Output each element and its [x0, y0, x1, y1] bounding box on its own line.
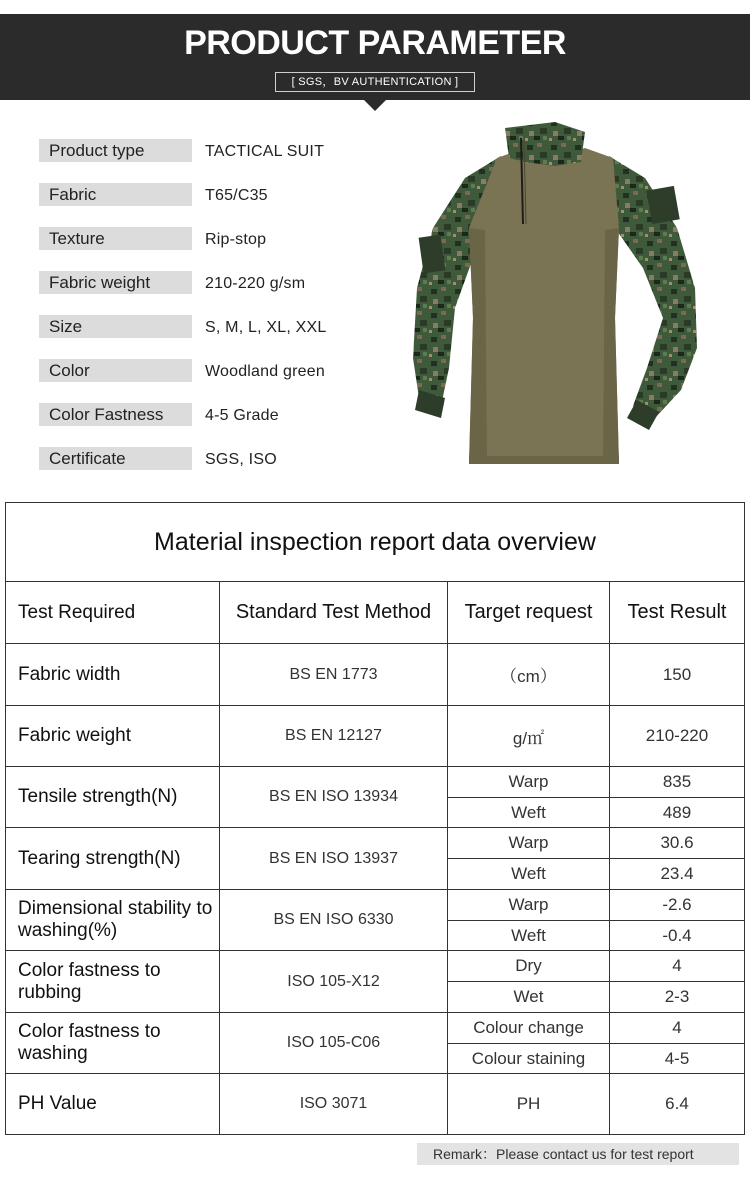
param-label: Size — [39, 315, 192, 338]
target-request: Weft — [448, 798, 610, 828]
test-method: ISO 105-C06 — [220, 1013, 448, 1074]
test-method: ISO 3071 — [220, 1074, 448, 1134]
test-method: BS EN ISO 13934 — [220, 767, 448, 828]
test-result: 150 — [610, 644, 744, 706]
param-value: Woodland green — [205, 363, 325, 380]
test-result: 4-5 — [610, 1044, 744, 1074]
table-row-label: Fabric width — [6, 644, 220, 706]
test-result: 489 — [610, 798, 744, 828]
column-header: Standard Test Method — [220, 582, 448, 644]
target-request: Weft — [448, 859, 610, 890]
table-row-label: Tearing strength(N) — [6, 828, 220, 890]
test-result: -2.6 — [610, 890, 744, 921]
test-result: 6.4 — [665, 1094, 689, 1113]
param-label: Color Fastness — [39, 403, 192, 426]
param-label: Certificate — [39, 447, 192, 470]
param-value: 210-220 g/sm — [205, 275, 306, 292]
param-label: Fabric — [39, 183, 192, 206]
target-request: Dry — [448, 951, 610, 982]
header-banner — [0, 14, 750, 100]
param-value: TACTICAL SUIT — [205, 143, 325, 160]
column-header: Test Required — [6, 582, 220, 644]
param-row — [39, 447, 369, 471]
target-request: Warp — [448, 828, 610, 859]
param-row — [39, 139, 369, 163]
test-method: BS EN 12127 — [220, 706, 448, 767]
param-label: Texture — [39, 227, 192, 250]
target-request: Colour staining — [448, 1044, 610, 1074]
param-value: SGS, ISO — [205, 451, 277, 468]
target-request: Warp — [448, 767, 610, 798]
test-result: 210-220 — [610, 706, 744, 767]
param-row — [39, 403, 369, 427]
param-value: Rip-stop — [205, 231, 267, 248]
test-result: 23.4 — [610, 859, 744, 890]
authentication-badge: [ SGS，BV AUTHENTICATION ] — [275, 72, 475, 92]
param-label: Fabric weight — [39, 271, 192, 294]
target-request: Warp — [448, 890, 610, 921]
test-result: -0.4 — [610, 921, 744, 951]
target-request: Colour change — [448, 1013, 610, 1044]
param-value: T65/C35 — [205, 187, 268, 204]
remark-note: Remark：Please contact us for test report — [417, 1143, 739, 1165]
table-row-label: Tensile strength(N) — [6, 767, 220, 828]
target-request: PH — [448, 1074, 610, 1134]
header-pointer — [364, 100, 386, 111]
report-title: Material inspection report data overview — [6, 503, 744, 582]
page-title: PRODUCT PARAMETER — [184, 24, 566, 62]
param-value: 4-5 Grade — [205, 407, 279, 424]
param-row — [39, 359, 369, 383]
test-result: 835 — [610, 767, 744, 798]
param-label: Product type — [39, 139, 192, 162]
param-label: Color — [39, 359, 192, 382]
param-row — [39, 183, 369, 207]
column-header: Target request — [448, 582, 610, 644]
table-row-label: Color fastness to rubbing — [6, 951, 220, 1013]
test-result: 4 — [610, 951, 744, 982]
target-request: （cm） — [448, 644, 610, 706]
test-result: 2-3 — [610, 982, 744, 1013]
param-row — [39, 271, 369, 295]
test-result: 4 — [610, 1013, 744, 1044]
test-method: BS EN ISO 6330 — [220, 890, 448, 951]
test-result: 30.6 — [610, 828, 744, 859]
target-request: Weft — [448, 921, 610, 951]
test-method: BS EN 1773 — [220, 644, 448, 706]
param-row — [39, 227, 369, 251]
test-method: BS EN ISO 13937 — [220, 828, 448, 890]
target-request: Wet — [448, 982, 610, 1013]
table-row-label: Color fastness to washing — [6, 1013, 220, 1074]
param-row — [39, 315, 369, 339]
target-request: g/㎡ — [448, 706, 610, 767]
table-row-label: PH Value — [6, 1074, 220, 1134]
table-row-label: Fabric weight — [6, 706, 220, 767]
param-value: S, M, L, XL, XXL — [205, 319, 327, 336]
table-row-label: Dimensional stability to washing(%) — [6, 890, 220, 951]
inspection-report-table — [5, 502, 745, 1135]
test-method: ISO 105-X12 — [220, 951, 448, 1013]
camouflage-tactical-shirt-icon — [405, 118, 705, 478]
column-header: Test Result — [610, 582, 744, 644]
